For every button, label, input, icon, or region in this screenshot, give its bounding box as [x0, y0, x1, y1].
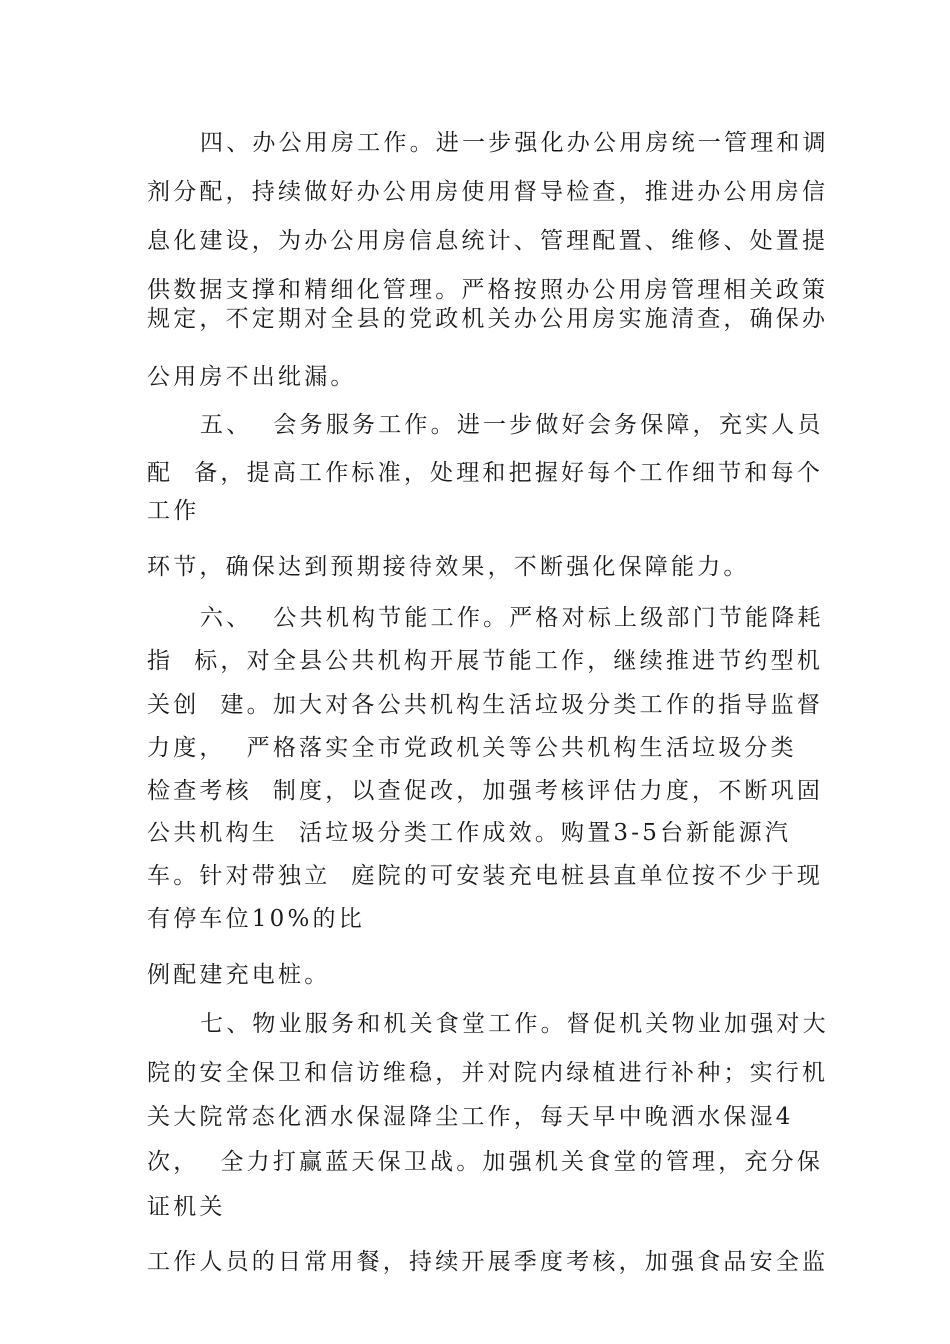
- section-6-heading-line: 六、 公共机构节能工作。严格对标上级部门节能降耗: [200, 605, 824, 631]
- paragraph-line: 次， 全力打赢蓝天保卫战。加强机关食堂的管理，充分保: [147, 1149, 824, 1175]
- section-5-heading-line: 五、 会务服务工作。进一步做好会务保障，充实人员: [200, 412, 824, 438]
- paragraph-line: 配 备，提高工作标准，处理和把握好每个工作细节和每个: [147, 460, 824, 486]
- paragraph-line: 院的安全保卫和信访维稳，并对院内绿植进行补种；实行机: [147, 1060, 829, 1086]
- paragraph-line: 指 标，对全县公共机构开展节能工作，继续推进节约型机: [147, 648, 824, 674]
- paragraph-line: 公用房不出纰漏。: [147, 364, 357, 390]
- paragraph-line: 车。针对带独立 庭院的可安装充电桩县直单位按不少于现: [147, 863, 824, 889]
- section-4-heading-line: 四、办公用房工作。进一步强化办公用房统一管理和调: [200, 130, 829, 156]
- paragraph-line: 有停车位10%的比: [147, 906, 365, 932]
- paragraph-line: 工作人员的日常用餐，持续开展季度考核，加强食品安全监: [147, 1249, 829, 1275]
- paragraph-line: 证机关: [147, 1194, 226, 1220]
- paragraph-line: 规定，不定期对全县的党政机关办公用房实施清查，确保办: [147, 306, 829, 332]
- paragraph-line: 息化建设，为办公用房信息统计、管理配置、维修、处置提: [147, 228, 829, 254]
- paragraph-line: 工作: [147, 498, 200, 524]
- paragraph-line: 剂分配，持续做好办公用房使用督导检查，推进办公用房信: [147, 179, 829, 205]
- paragraph-line: 力度， 严格落实全市党政机关等公共机构生活垃圾分类: [147, 735, 797, 761]
- paragraph-line: 关大院常态化洒水保湿降尘工作，每天早中晚洒水保湿4: [147, 1104, 794, 1130]
- paragraph-line: 关创 建。加大对各公共机构生活垃圾分类工作的指导监督: [147, 692, 824, 718]
- section-7-heading-line: 七、物业服务和机关食堂工作。督促机关物业加强对大: [200, 1011, 829, 1037]
- paragraph-line: 公共机构生 活垃圾分类工作成效。购置3-5台新能源汽: [147, 820, 792, 846]
- paragraph-line: 例配建充电桩。: [147, 962, 331, 988]
- paragraph-line: 环节，确保达到预期接待效果，不断强化保障能力。: [147, 554, 750, 580]
- paragraph-line: 供数据支撑和精细化管理。严格按照办公用房管理相关政策: [147, 277, 829, 303]
- paragraph-line: 检查考核 制度，以查促改，加强考核评估力度，不断巩固: [147, 778, 824, 804]
